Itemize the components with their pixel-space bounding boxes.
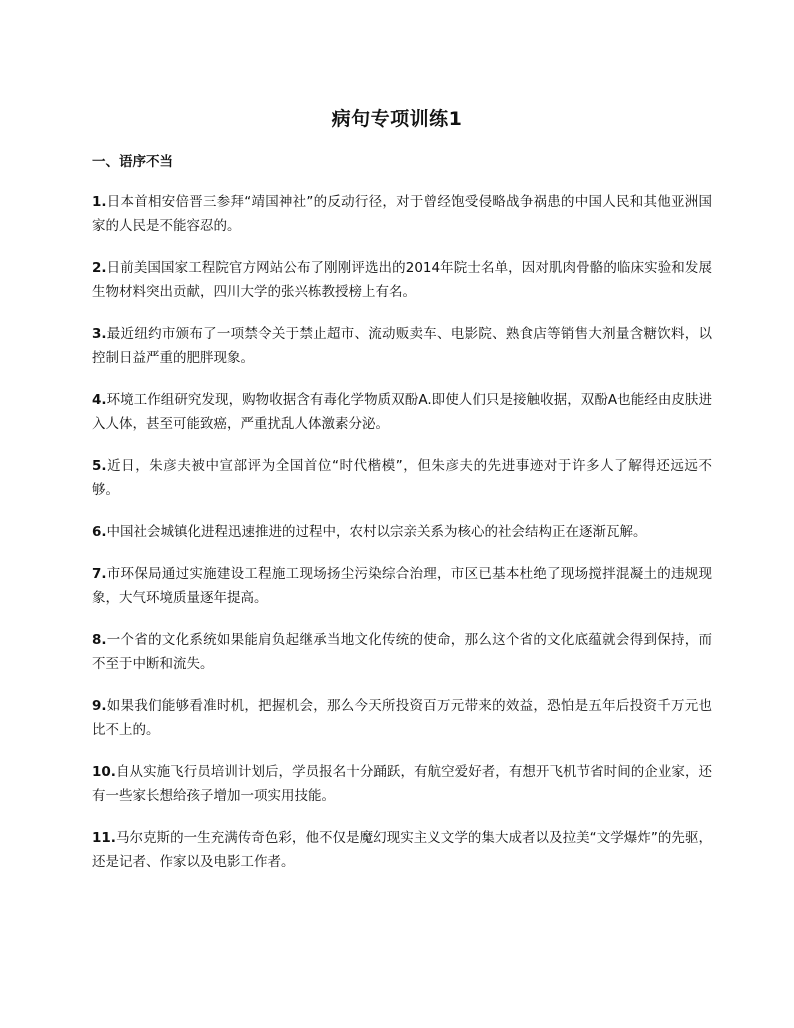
question-number: 2. (92, 260, 107, 276)
question-number: 9. (92, 698, 107, 714)
question-text: 如果我们能够看准时机，把握机会，那么今天所投资百万元带来的效益，恐怕是五年后投资千万元也比不上的。 (92, 698, 712, 738)
question-item (92, 454, 712, 502)
question-number: 8. (92, 632, 107, 648)
question-number: 7. (92, 566, 107, 582)
question-number: 6. (92, 524, 107, 540)
question-text: 一个省的文化系统如果能肩负起继承当地文化传统的使命，那么这个省的文化底蕴就会得到保持，而不至于中断和流失。 (92, 632, 712, 672)
question-item (92, 190, 712, 238)
question-text: 马尔克斯的一生充满传奇色彩，他不仅是魔幻现实主义文学的集大成者以及拉美“文学爆炸”的先驱，还是记者、作家以及电影工作者。 (92, 830, 712, 870)
question-number: 1. (92, 194, 107, 210)
question-text: 中国社会城镇化进程迅速推进的过程中，农村以宗亲关系为核心的社会结构正在逐渐瓦解。 (106, 524, 647, 540)
question-item (92, 826, 712, 874)
question-number: 3. (92, 326, 107, 342)
question-item (92, 256, 712, 304)
question-text: 最近纽约市颁布了一项禁令关于禁止超市、流动贩卖车、电影院、熟食店等销售大剂量含糖饮料，以控制日益严重的肥胖现象。 (92, 326, 712, 366)
question-number: 10. (92, 764, 116, 780)
question-text: 环境工作组研究发现，购物收据含有毒化学物质双酚A.即使人们只是接触收据，双酚A也能经由皮肤进入人体，甚至可能致癌，严重扰乱人体激素分泌。 (92, 392, 712, 432)
question-item (92, 760, 712, 808)
question-text: 近日，朱彦夫被中宣部评为全国首位“时代楷模”，但朱彦夫的先进事迹对于许多人了解得还远远不够。 (92, 458, 712, 498)
question-number: 5. (92, 458, 107, 474)
question-text: 市环保局通过实施建设工程施工现场扬尘污染综合治理，市区已基本杜绝了现场搅拌混凝土的违规现象，大气环境质量逐年提高。 (92, 566, 712, 606)
question-item (92, 628, 712, 676)
section-heading: 一、语序不当 (92, 154, 173, 170)
question-item (92, 562, 712, 610)
question-item (92, 520, 712, 544)
question-number: 4. (92, 392, 107, 408)
document-body (92, 152, 712, 892)
question-number: 11. (92, 830, 116, 846)
document-title: 病句专项训练1 (331, 108, 463, 130)
question-item (92, 388, 712, 436)
question-text: 日本首相安倍晋三参拜“靖国神社”的反动行径，对于曾经饱受侵略战争祸患的中国人民和其他亚洲国家的人民是不能容忍的。 (92, 194, 712, 234)
question-item (92, 322, 712, 370)
question-list (92, 190, 712, 874)
question-text: 日前美国国家工程院官方网站公布了刚刚评选出的2014年院士名单，因对肌肉骨骼的临床实验和发展生物材料突出贡献，四川大学的张兴栋教授榜上有名。 (92, 260, 712, 300)
question-text: 自从实施飞行员培训计划后，学员报名十分踊跃，有航空爱好者，有想开飞机节省时间的企业家，还有一些家长想给孩子增加一项实用技能。 (92, 764, 712, 804)
question-item (92, 694, 712, 742)
